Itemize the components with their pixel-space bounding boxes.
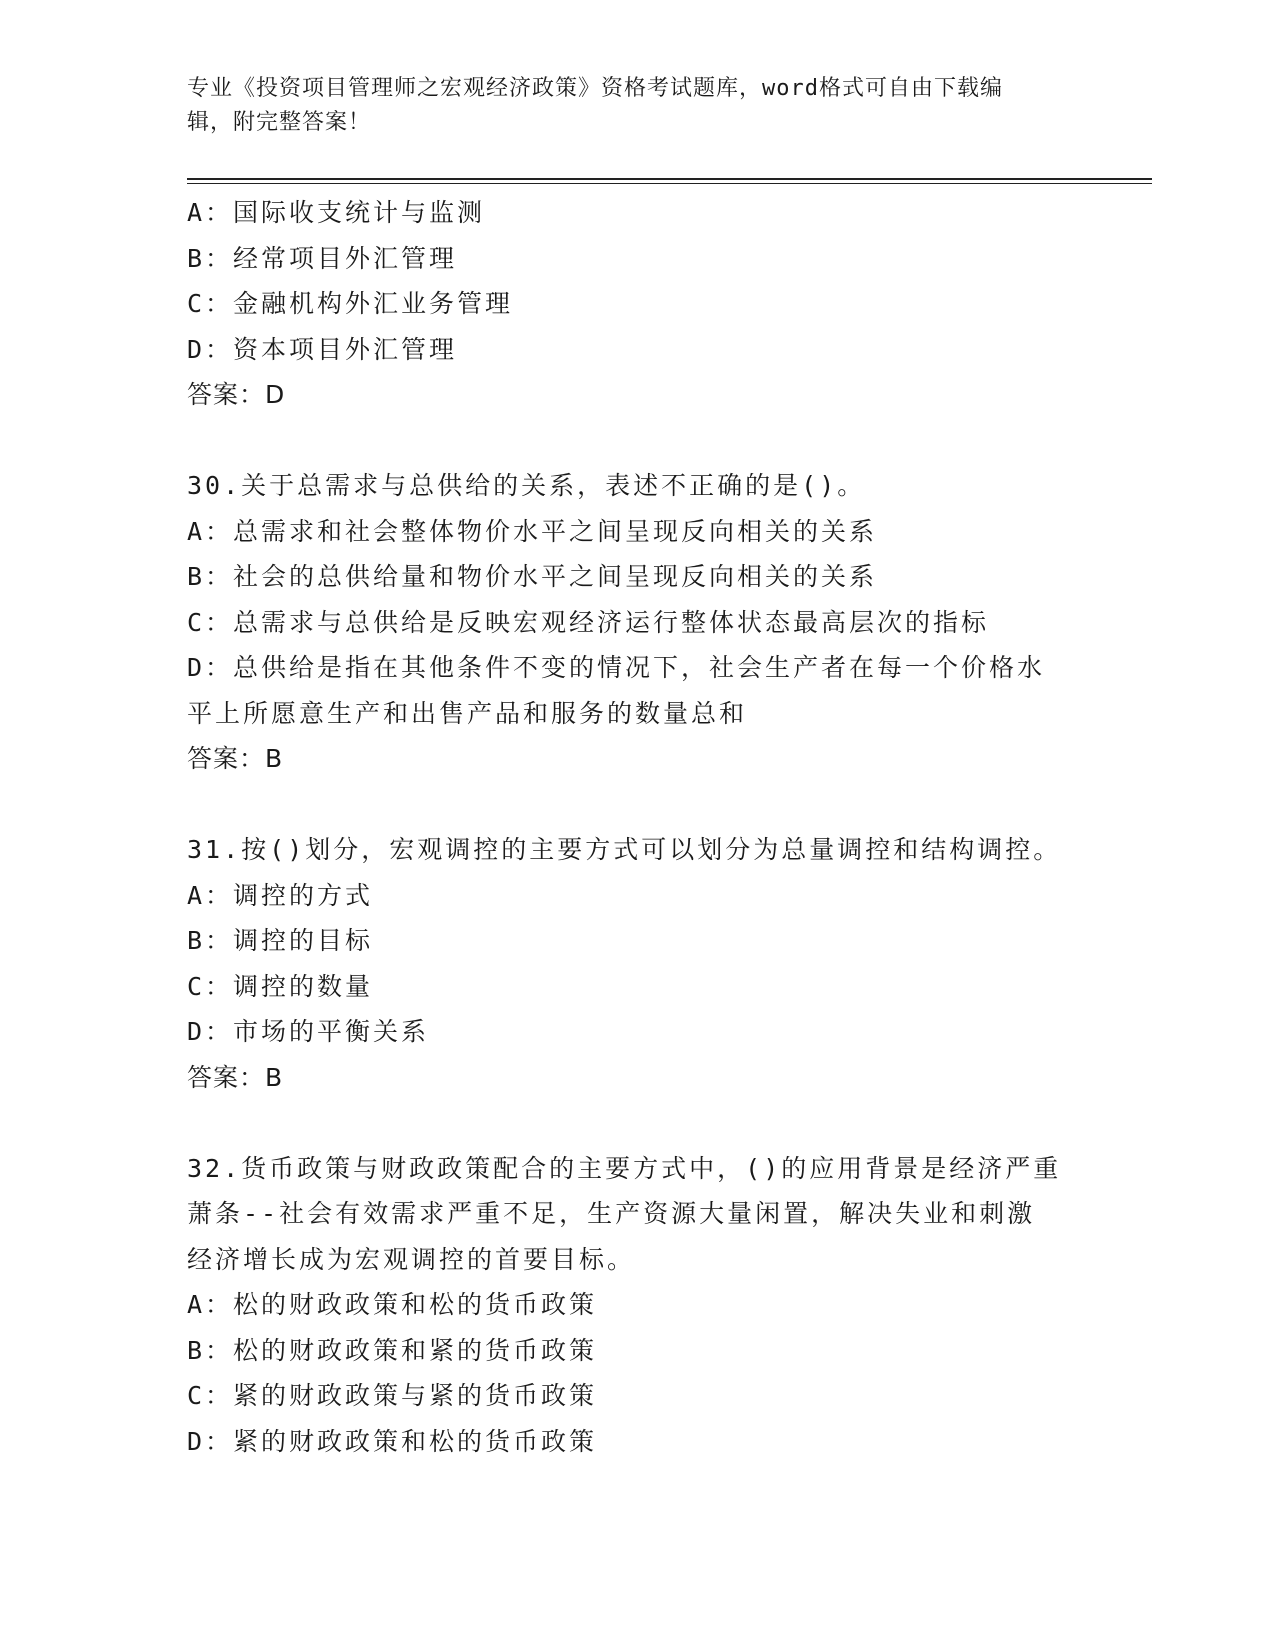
option-d: D：总供给是指在其他条件不变的情况下，社会生产者在每一个价格水 bbox=[187, 653, 1046, 682]
option-a: A：国际收支统计与监测 bbox=[187, 198, 486, 227]
spacer bbox=[187, 1100, 1087, 1146]
question-29 bbox=[187, 190, 1087, 418]
question-list bbox=[187, 190, 1087, 1464]
question-32 bbox=[187, 1146, 1087, 1465]
document-header bbox=[187, 72, 1067, 140]
header-divider-thin bbox=[187, 183, 1152, 184]
question-31 bbox=[187, 827, 1087, 1100]
question-text: 30.关于总需求与总供给的关系，表述不正确的是()。 bbox=[187, 471, 866, 500]
answer: 答案：B bbox=[187, 744, 284, 773]
option-d: D：资本项目外汇管理 bbox=[187, 334, 458, 364]
header-line-2: 辑，附完整答案！ bbox=[187, 110, 372, 135]
option-c: C：紧的财政政策与紧的货币政策 bbox=[187, 1381, 598, 1410]
question-text-line-1: 32.货币政策与财政政策配合的主要方式中，()的应用背景是经济严重 bbox=[187, 1153, 1062, 1183]
option-a: A：总需求和社会整体物价水平之间呈现反向相关的关系 bbox=[187, 516, 878, 546]
answer: 答案：B bbox=[187, 1062, 284, 1092]
option-d-continued: 平上所愿意生产和出售产品和服务的数量总和 bbox=[187, 698, 748, 728]
option-c: C：金融机构外汇业务管理 bbox=[187, 289, 514, 318]
option-c: C：调控的数量 bbox=[187, 971, 374, 1001]
option-b: B：社会的总供给量和物价水平之间呈现反向相关的关系 bbox=[187, 562, 878, 591]
option-d: D：市场的平衡关系 bbox=[187, 1017, 430, 1046]
option-d: D：紧的财政政策和松的货币政策 bbox=[187, 1426, 598, 1456]
answer: 答案：D bbox=[187, 380, 286, 409]
option-a: A：松的财政政策和松的货币政策 bbox=[187, 1290, 598, 1319]
option-c: C：总需求与总供给是反映宏观经济运行整体状态最高层次的指标 bbox=[187, 607, 990, 637]
spacer bbox=[187, 418, 1087, 464]
option-b: B：调控的目标 bbox=[187, 926, 374, 955]
question-text-line-3: 经济增长成为宏观调控的首要目标。 bbox=[187, 1244, 636, 1274]
question-text: 31.按()划分，宏观调控的主要方式可以划分为总量调控和结构调控。 bbox=[187, 835, 1062, 864]
option-b: B：松的财政政策和紧的货币政策 bbox=[187, 1335, 598, 1365]
header-divider-thick bbox=[187, 178, 1152, 180]
question-30 bbox=[187, 463, 1087, 782]
question-text-line-2: 萧条--社会有效需求严重不足，生产资源大量闲置，解决失业和刺激 bbox=[187, 1199, 1036, 1228]
option-a: A：调控的方式 bbox=[187, 880, 374, 910]
spacer bbox=[187, 782, 1087, 828]
header-line-1: 专业《投资项目管理师之宏观经济政策》资格考试题库，word格式可自由下载编 bbox=[187, 76, 1003, 101]
option-b: B：经常项目外汇管理 bbox=[187, 243, 458, 273]
